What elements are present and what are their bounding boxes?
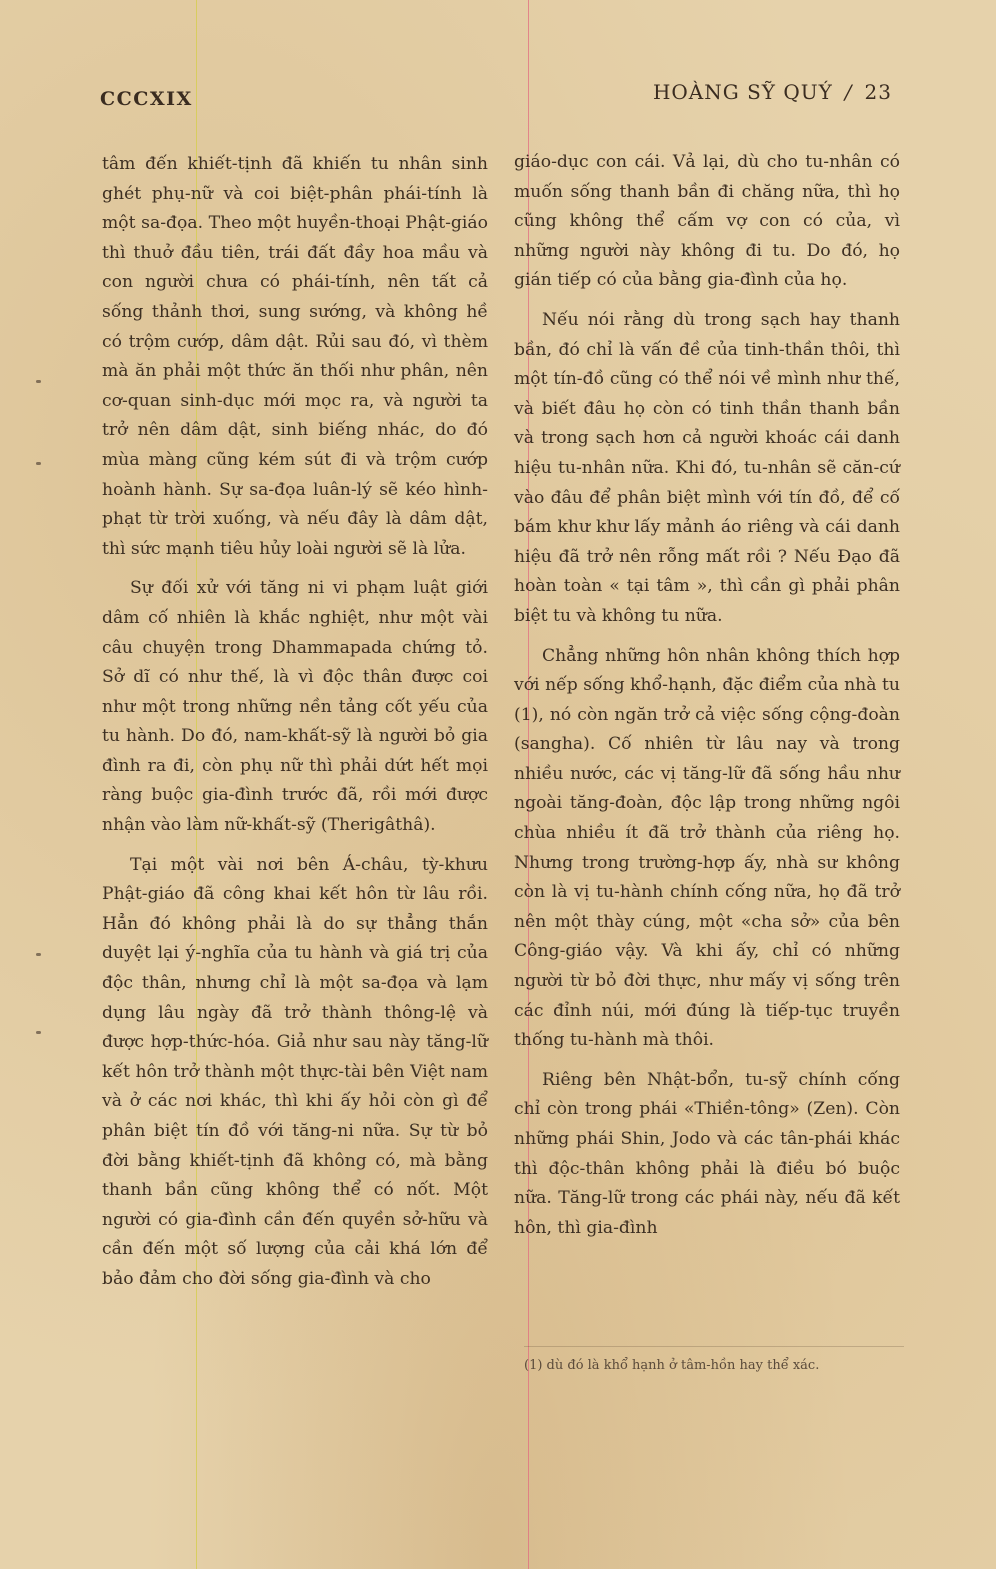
paragraph: Chẳng những hôn nhân không thích hợp với nếp sống khổ-hạnh, đặc điểm của nhà tu (1), nó còn ngăn trở cả việc sống cộng-đoàn (sangha). Cố nhiên từ lâu nay và trong nhiều nước, các vị tăng-lữ đã sống hầu như ngoài tăng-đoàn, độc lập trong những ngôi chùa nhiều ít đã trở thành của riêng họ. Nhưng trong trường-hợp ấy, nhà sư không còn là vị tu-hành chính cống nữa, họ đã trở nên một thày cúng, một «cha sở» của bên Công-giáo vậy. Và khi ấy, chỉ có những người từ bỏ đời thực, như mấy vị sống trên các đỉnh núi, mới đúng là tiếp-tục truyền thống tu-hành mà thôi.	[514, 645, 900, 1051]
paragraph: giáo-dục con cái. Vả lại, dù cho tu-nhân có muốn sống thanh bần đi chăng nữa, thì họ cũng không thể cấm vợ con có của, vì những người này không đi tu. Do đó, họ gián tiếp có của bằng gia-đình của họ.	[514, 152, 900, 291]
footnote-rule	[524, 1346, 904, 1347]
running-title: HOÀNG SỸ QUÝ	[652, 80, 833, 104]
right-column	[514, 148, 900, 1243]
paper-speck	[36, 462, 41, 465]
paper-speck	[36, 953, 41, 956]
paragraph: Nếu nói rằng dù trong sạch hay thanh bần, đó chỉ là vấn đề của tinh-thần thôi, thì một tín-đồ cũng có thể nói về mình như thế, và biết đâu họ còn có tinh thần thanh bần và trong sạch hơn cả người khoác cái danh hiệu tu-nhân nữa. Khi đó, tu-nhân sẽ căn-cứ vào đâu để phân biệt mình với tín đồ, để cố bám khư khư lấy mảnh áo riêng và cái danh hiệu đã trở nên rỗng mất rồi ? Nếu Đạo đã hoàn toàn « tại tâm », thì cần gì phải phân biệt tu và không tu nữa.	[514, 309, 900, 626]
paragraph: Riêng bên Nhật-bổn, tu-sỹ chính cống chỉ còn trong phái «Thiền-tông» (Zen). Còn những phái Shin, Jodo và các tân-phái khác thì độc-thân không phải là điều bó buộc nữa. Tăng-lữ trong các phái này, nếu đã kết hôn, thì gia-đình	[514, 1069, 900, 1238]
page-number: 23	[864, 80, 892, 104]
paragraph: Tại một vài nơi bên Á-châu, tỳ-khưu Phật-giáo đã công khai kết hôn từ lâu rồi. Hẳn đó không phải là do sự thẳng thắn duyệt lại ý-nghĩa của tu hành và giá trị của độc thân, nhưng chỉ là một sa-đọa và lạm dụng lâu ngày đã trở thành thông-lệ và được hợp-thức-hóa. Giả như sau này tăng-lữ kết hôn trở thành một thực-tài bên Việt nam và ở các nơi khác, thì khi ấy hỏi còn gì để phân biệt tín đồ với tăng-ni nữa. Sự từ bỏ đời bằng khiết-tịnh đã không có, mà bằng thanh bần cũng không thể có nốt. Một người có gia-đình cần đến quyền sở-hữu và cần đến một số lượng của cải khá lớn để bảo đảm cho đời sống gia-đình và cho	[102, 854, 488, 1289]
paragraph: Sự đối xử với tăng ni vi phạm luật giới dâm cố nhiên là khắc nghiệt, như một vài câu chuyện trong Dhammapada chứng tỏ. Sở dĩ có như thế, là vì độc thân được coi như một trong những nền tảng cốt yếu của tu hành. Do đó, nam-khất-sỹ là người bỏ gia đình ra đi, còn phụ nữ thì phải dứt hết mọi ràng buộc gia-đình trước đã, rồi mới được nhận vào làm nữ-khất-sỹ (Therigâthâ).	[102, 578, 488, 836]
footnote: (1) dù đó là khổ hạnh ở tâm-hồn hay thể xác.	[524, 1358, 820, 1373]
chapter-numeral: CCCXIX	[100, 88, 193, 110]
running-header	[653, 80, 892, 104]
left-column	[102, 150, 488, 1295]
header-separator: /	[844, 80, 853, 104]
paper-speck	[36, 380, 41, 383]
paragraph: tâm đến khiết-tịnh đã khiến tu nhân sinh ghét phụ-nữ và coi biệt-phân phái-tính là một sa-đọa. Theo một huyền-thoại Phật-giáo thì thuở đầu tiên, trái đất đầy hoa mầu và con người chưa có phái-tính, nên tất cả sống thảnh thơi, sung sướng, và không hề có trộm cướp, dâm dật. Rủi sau đó, vì thèm mà ăn phải một thức ăn thối như phân, nên cơ-quan sinh-dục mới mọc ra, và người ta trở nên dâm dật, sinh biếng nhác, do đó mùa màng cũng kém sút đi và trộm cướp hoành hành. Sự sa-đọa luân-lý sẽ kéo hình-phạt từ trời xuống, và nếu đây là dâm dật, thì sức mạnh tiêu hủy loài người sẽ là lửa.	[102, 154, 488, 559]
paper-speck	[36, 1031, 41, 1034]
